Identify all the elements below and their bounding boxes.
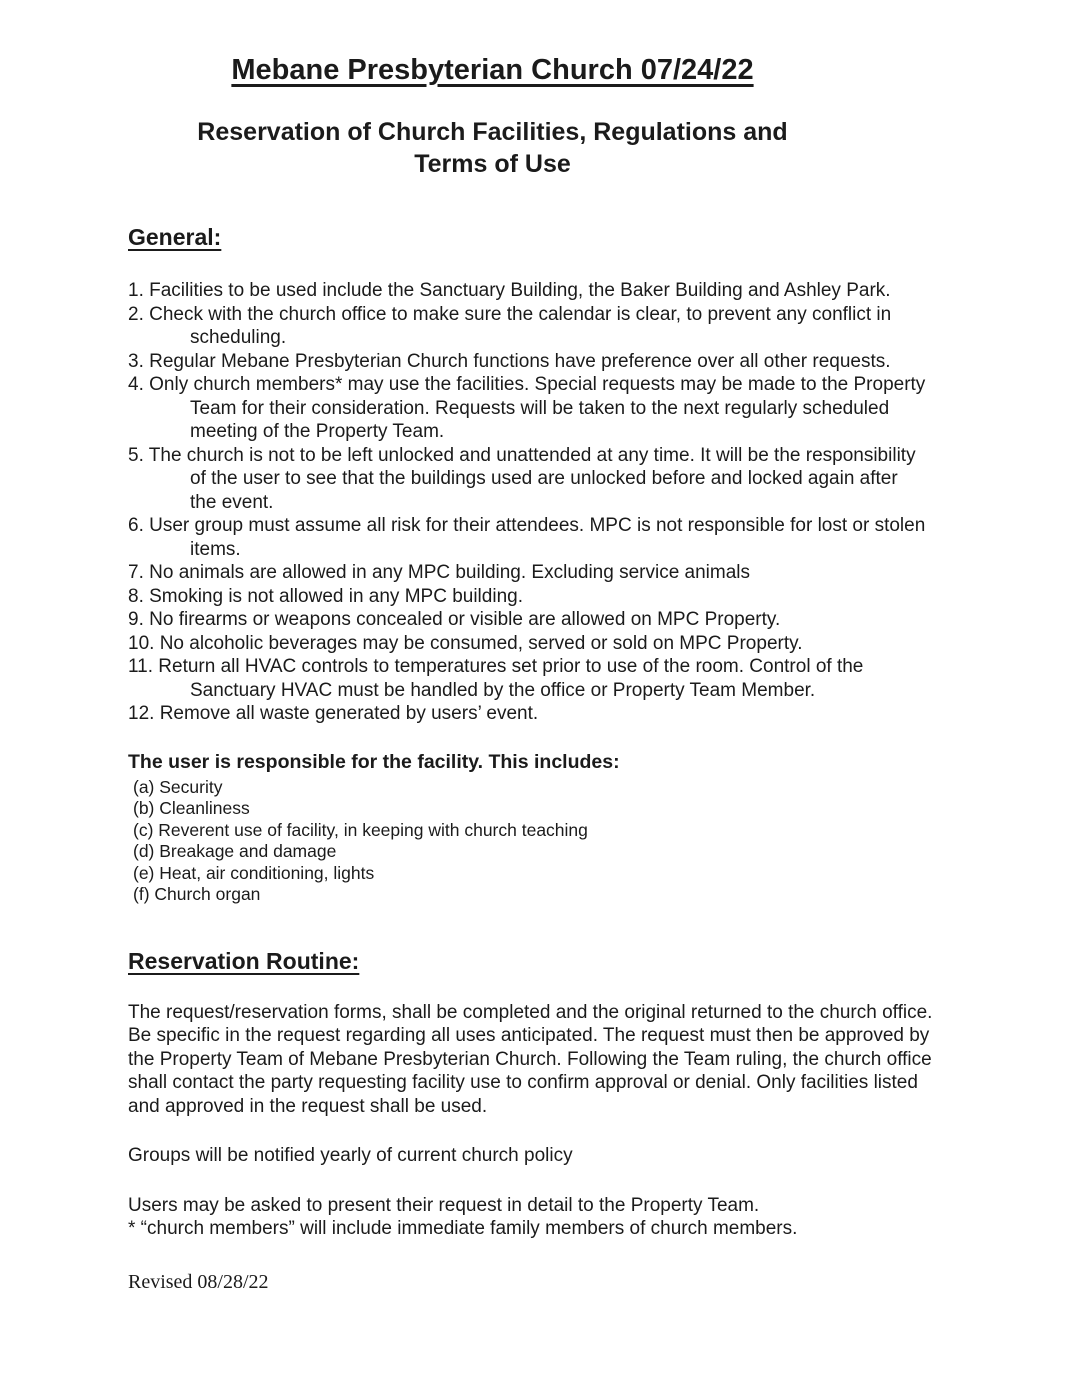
document-subtitle-line-1: Reservation of Church Facilities, Regulations and [197, 118, 788, 147]
responsibility-item: (d) Breakage and damage [133, 841, 337, 862]
section-heading-general: General: [128, 224, 222, 251]
responsibility-heading: The user is responsible for the facility. This includes: [128, 750, 620, 773]
regulation-item: 3. Regular Mebane Presbyterian Church functions have preference over all other requests. [128, 350, 891, 372]
responsibility-item: (f) Church organ [133, 884, 261, 905]
responsibility-item: (e) Heat, air conditioning, lights [133, 862, 375, 883]
regulation-item: 10. No alcoholic beverages may be consumed, served or sold on MPC Property. [128, 632, 803, 654]
routine-paragraph: The request/reservation forms, shall be completed and the original returned to the church office. Be specific in the request regarding all uses anticipated. The request must then be approved by the Property Team of Mebane Presbyterian Church. Following the Team ruling, the church office shall contact the party requesting facility use to confirm approval or denial. Only facilities listed and approved in the request shall be used. [128, 1001, 933, 1117]
page-title: Mebane Presbyterian Church 07/24/22 [231, 54, 754, 86]
footnote-church-members: * “church members” will include immediate family members of church members. [128, 1218, 798, 1240]
regulation-item: 1. Facilities to be used include the Sanctuary Building, the Baker Building and Ashley Park. [128, 280, 891, 302]
section-heading-reservation-routine: Reservation Routine: [128, 947, 360, 974]
regulation-item: 8. Smoking is not allowed in any MPC building. [128, 585, 523, 607]
routine-paragraph: Groups will be notified yearly of current church policy [128, 1145, 573, 1167]
document-subtitle [128, 116, 857, 180]
document-subtitle-line-2: Terms of Use [414, 150, 571, 179]
routine-paragraph: Users may be asked to present their request in detail to the Property Team. [128, 1194, 760, 1216]
regulation-item: 4. Only church members* may use the facilities. Special requests may be made to the Property Team for their consideration. Requests will be taken to the next regularly scheduled meeting of the Property Team. [128, 374, 926, 443]
regulation-item: 2. Check with the church office to make sure the calendar is clear, to prevent any conflict in scheduling. [128, 303, 892, 349]
responsibility-item: (c) Reverent use of facility, in keeping with church teaching [133, 819, 588, 840]
regulation-item: 5. The church is not to be left unlocked and unattended at any time. It will be the responsibility of the user to see that the buildings used are unlocked before and locked again after the event. [128, 444, 916, 513]
regulation-item: 6. User group must assume all risk for their attendees. MPC is not responsible for lost or stolen items. [128, 515, 926, 560]
responsibility-item: (a) Security [133, 776, 223, 797]
revision-date: Revised 08/28/22 [128, 1270, 269, 1293]
regulation-item: 12. Remove all waste generated by users’ event. [128, 703, 539, 725]
regulation-item: 11. Return all HVAC controls to temperatures set prior to use of the room. Control of the Sanctuary HVAC must be handled by the office or Property Team Member. [128, 656, 864, 701]
regulation-item: 9. No firearms or weapons concealed or visible are allowed on MPC Property. [128, 609, 781, 631]
responsibility-item: (b) Cleanliness [133, 798, 250, 819]
responsibility-section [128, 750, 928, 906]
general-regulations-list [128, 279, 928, 726]
responsibility-list [133, 777, 928, 906]
regulation-item: 7. No animals are allowed in any MPC building. Excluding service animals [128, 562, 751, 584]
document-header [128, 52, 857, 180]
